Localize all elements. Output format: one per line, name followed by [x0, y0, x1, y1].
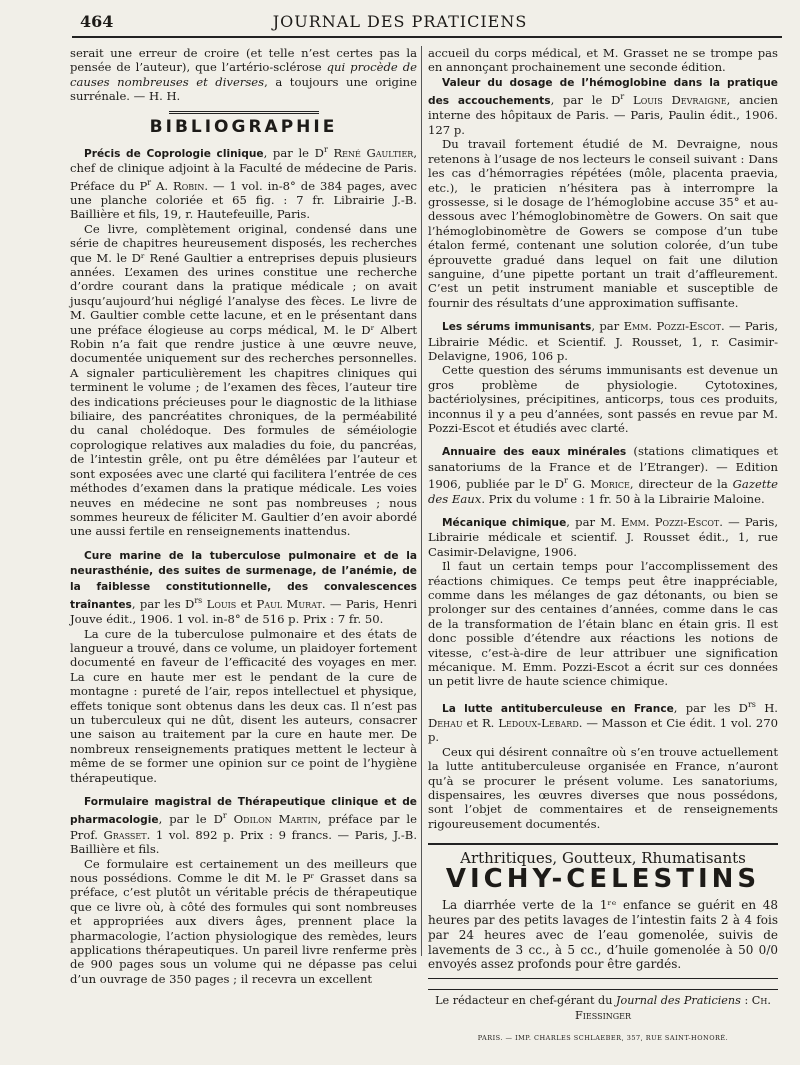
entry-body: Ce livre, complètement original, condensé dans une série de chapitres heureusement disposés, les recherches que M. le Dʳ René Gaultier a entreprises depuis plusieurs années. L’examen des urines constitue une recherche d’ordre courant dans la pratique médicale ; on avait jusqu’aujourd’hui négligé l’analyse des fèces. Le livre de M. Gaultier comble cette lacune, et en le présentant dans une préface élogieuse au corps médical, M. le Dʳ Albert Robin n’a fait que rendre justice à une œuvre neuve, documentée uniquement sur des recherches personnelles. A signaler particulièrement les chapitres cliniques qui terminent le volume ; de l’examen des fèces, l’auteur tire des indications précieuses pour le diagnostic de la lithiase biliaire, des pancréatites chroniques, de la perméabilité du canal cholédoque. Des formules de séméiologie coprologique relatives aux maladies du foie, du pancréas, de l’intestin grêle, ont pu être démêlées par l’auteur et sont exposées avec une clarté qui facilitera l’entrée de ces méthodes d’examen dans la pratique médicale. Les voies neuves en médecine ne sont pas nombreuses ; nous sommes heureux de féliciter M. Gaultier d’en avoir abordé une aussi fertile en renseignements inattendus. [70, 221, 417, 539]
text-run: . — Paris, Librairie Médic. et Scientif. J. Rousset, 1, r. Casimir-Delavigne, 1906, 106 p. [428, 319, 779, 363]
text-run: . — Masson et Cie édit. 1 vol. 270 p. [428, 716, 778, 745]
continuation-paragraph: accueil du corps médical, et M. Grasset ne se trompe pas en annonçant prochainement une seconde édition. [428, 46, 778, 75]
text-run: Le rédacteur en chef-gérant du [435, 994, 616, 1008]
entry-title: Précis de Coprologie clinique [84, 147, 264, 160]
text-run: r [323, 145, 328, 155]
text-run: . 1 vol. 892 p. Prix : 9 francs. — Paris, J.-B. Baillière et fils. [70, 827, 418, 857]
right-entries [428, 75, 778, 831]
entry-citation [428, 698, 778, 745]
entry-body: Il faut un certain temps pour l’accomplissement des réactions chimiques. Ce temps peut être inappréciable, comme dans les mélanges de gaz détonants, ou bien se prolonger sur des centaines d’années, comme dans le cas de la transformation de l’étain blanc en étain gris. Il est donc possible d’étendre aux réactions les notions de vitesse, c’est-à-dire de leur attribuer une signification mécanique. M. Emm. Pozzi-Escot a écrit sur ces données un petit livre de haute science chimique. [428, 559, 778, 689]
ad-brand: VICHY-CELESTINS [445, 863, 761, 894]
text-run: rs [747, 699, 756, 709]
text-run: René Gaultier [333, 145, 414, 160]
text-run: Morice [590, 477, 630, 492]
entry-citation [70, 143, 417, 222]
text-run: Dehau [428, 716, 463, 731]
text-run: Journal des Praticiens [615, 994, 741, 1008]
left-entries [70, 143, 417, 986]
text-run [227, 812, 234, 826]
text-run: r [222, 811, 227, 821]
text-run: . — Paris, Librairie médicale et scientif. J. Rousset édit., 1, rue Casimir-Delavigne, 1906. [428, 514, 778, 559]
entry-body: Cette question des sérums immunisants est devenue un gros problème de physiologie. Cytotoxines, bactériolysines, précipitines, anticorps, tous ces produits, inconnus il y a peu d’années, sont passés en revue par M. Pozzi-Escot et étudiés avec clarté. [428, 363, 778, 436]
entry-citation [70, 794, 417, 856]
text-run: et [236, 596, 257, 611]
text-run: , par le D [263, 145, 324, 160]
text-run: , par [591, 319, 624, 334]
text-run: , ancien interne des hôpitaux de Paris. — Paris, Paulin édit., 1906. 127 p. [428, 93, 779, 137]
text-run: , préface par le Prof. [70, 812, 417, 842]
page-number: 464 [80, 12, 114, 31]
entry-body: Ce formulaire est certainement un des meilleurs que nous possédions. Comme le dit M. le Pʳ Grasset dans sa préface, c’est plutôt un véritable précis de thérapeutique que ce livre où, à côté des formules qui sont nombreuses et appropriées aux divers âges, prennent place la pharmacologie, l’action physiologique des remèdes, leurs applications thérapeutiques. Un pareil livre renferme près de 900 pages sous un volume qui ne dépasse pas celui d’un ouvrage de 350 pages ; il recevra un excellent [70, 856, 417, 986]
text-run: , par les D [673, 700, 748, 715]
text-run: et R. [462, 716, 499, 731]
text-run: . Prix du volume : 1 fr. 50 à la Librairie Maloine. [481, 491, 765, 506]
intro-paragraph [70, 46, 417, 104]
text-run: Gazette des Eaux [428, 477, 778, 506]
text-run: A. [151, 178, 174, 193]
text-run: serait une erreur de croire (et telle n’est certes pas la pensée de l’auteur), que l’artério-sclérose [70, 46, 417, 75]
text-run: r [564, 476, 568, 486]
left-column [70, 46, 417, 986]
text-run: r [147, 177, 152, 187]
entry-body: Ceux qui désirent connaître où s’en trouve actuellement la lutte antituberculeuse organisée en France, n’auront qu’à se procurer le présent volume. Les sanatoriums, dispensaires, les œuvres diverses que nous possédons, sont l’objet de commentaires et de renseignements rigoureusement documentés. [428, 744, 778, 831]
right-column [428, 46, 778, 1045]
text-run: G. [567, 477, 591, 492]
text-run: Louis Devraigne [633, 93, 727, 108]
section-title: BIBLIOGRAPHIE [149, 116, 338, 137]
text-run: rs [194, 595, 203, 605]
entry-title: Annuaire des eaux minérales [442, 446, 627, 459]
entry-body: Du travail fortement étudié de M. Devraigne, nous retenons à l’usage de nos lecteurs le conseil suivant : Dans les cas d’hémorragies répétées (môle, placenta praevia, etc.), le praticien n’hésitera pas à interrompre la grossesse, si le dosage de l’hémoglobine accuse 35° et au-dessous avec l’hémoglobinomètre de Gowers. On sait que l’hémoglobinomètre de Gowers se compose d’un tube étalon fermé, contenant une solution colorée, d’un tube éprouvette gradué dans lequel on fait une dilution sanguine, d’une pipette portant un trait d’affleurement. C’est un petit instrument maniable et susceptible de fournir des résultats d’une approximation suffisante. [428, 137, 778, 310]
entry-title: Formulaire magistral de Thérapeutique clinique et de pharmacologie [70, 796, 417, 827]
text-run: , a toujours une origine surrénale. — H. H. [70, 74, 418, 104]
entry-citation [428, 75, 778, 137]
text-run: Paul Murat [256, 596, 322, 611]
entry-title: Cure marine de la tuberculose pulmonaire et de la neurasthénie, des suites de surmenage, de l’anémie, de la faiblesse constitutionnelle, des convalescences traînantes [70, 549, 417, 611]
text-run: , par les D [131, 596, 195, 611]
text-run: . — Paris, Henri Jouve édit., 1906. 1 vol. in-8° de 516 p. Prix : 7 fr. 50. [70, 596, 417, 627]
section-rule [169, 111, 319, 114]
page-header [0, 0, 800, 40]
entry-citation [428, 319, 778, 363]
text-run [624, 93, 633, 107]
text-run: , par le D [550, 93, 621, 108]
entry-title: Mécanique chimique [442, 516, 567, 529]
ad-text: La diarrhée verte de la 1ʳᵉ enfance se guérit en 48 heures par des petits lavages de l’intestin faits 2 à 4 fois par 24 heures avec de l’eau gomenolée, suivis de lavements de 3 cc., à 5 cc., d’huile gomenolée à 50 0/0 envoyés assez profonds pour être gardés. [428, 898, 778, 972]
text-run: (stations climatiques et sanatoriums de la France et de l’Etranger). — Edition 1906, publiée par le D [428, 444, 778, 492]
text-run: . — 1 vol. in-8° de 384 pages, avec une planche coloriée et 65 fig. : 7 fr. Librairie J.-B. Baillière et fils, 19, r. Hautefeuille, Paris. [70, 178, 417, 222]
entry-citation [428, 515, 778, 559]
vichy-advertisement [428, 843, 778, 979]
text-run: H. [755, 700, 778, 715]
text-run: , chef de clinique adjoint à la Faculté de médecine de Paris. Préface du P [70, 145, 417, 193]
text-run: qui procède de causes nombreuses et diverses [70, 60, 417, 89]
editor-line [428, 989, 778, 1023]
text-run: Emm. Pozzi-Escot [623, 319, 721, 334]
text-run: : [740, 994, 752, 1008]
entry-body: La cure de la tuberculose pulmonaire et des états de langueur a trouvé, dans ce volume, un plaidoyer fortement documenté en faveur de l’efficacité des voyages en mer. La cure en haute mer est le pendant de la cure de montagne : pureté de l’air, repos intellectuel et physique, effets tonique sont obtenus dans les deux cas. Il n’est pas un tuberculeux qui ne dût, disent les auteurs, consacrer une saison au traitement par la cure en haute mer. De nombreux renseignements pratiques mettent le lecteur à même de se former une opinion sur ce point de l’hygiène thérapeutique. [70, 626, 417, 785]
text-run: Robin [173, 178, 205, 193]
text-run: Grasset [103, 827, 147, 842]
text-run: Louis [206, 596, 237, 611]
entry-citation [428, 444, 778, 505]
entry-title: Valeur du dosage de l’hémoglobine dans la pratique des accouchements [428, 76, 778, 108]
entry-title: La lutte antituberculeuse en France [442, 702, 674, 715]
journal-title: JOURNAL DES PRATICIENS [272, 12, 528, 31]
text-run: , par le D [158, 812, 223, 827]
header-rule [72, 36, 782, 38]
text-run: Emm. Pozzi-Escot [621, 514, 720, 529]
text-run: Odilon Martin [233, 812, 318, 827]
text-run: r [620, 92, 625, 102]
entry-title: Les sérums immunisants [442, 321, 592, 334]
text-run: Ledoux-Lebard [498, 716, 579, 731]
text-run: , par M. [566, 514, 621, 529]
printer-line: PARIS. — IMP. CHARLES SCHLAEBER, 357, RUE SAINT-HONORÉ. [477, 1033, 729, 1042]
text-run: Ch. Fiessinger [575, 994, 771, 1022]
text-run: , directeur de la [629, 477, 733, 492]
ad-tagline: Arthritiques, Goutteux, Rhumatisants [460, 849, 746, 868]
entry-citation [70, 548, 417, 627]
column-divider [421, 46, 422, 956]
